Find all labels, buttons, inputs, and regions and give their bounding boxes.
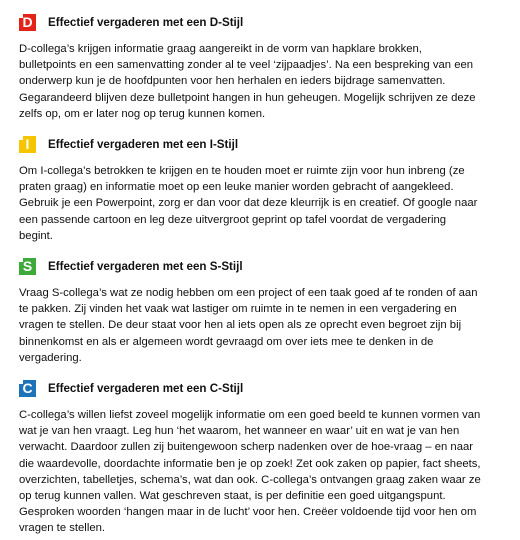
section-d-style	[19, 12, 511, 122]
paragraph-line: zelfs op, om er later nog op terug kunnen komen.	[19, 107, 266, 120]
paragraph-line: onderwerp kun je de hoofdpunten voor hen herhalen en ieders bijdrage samenvatten.	[19, 75, 446, 88]
i-style-icon-letter: I	[25, 136, 30, 152]
s-style-icon	[19, 258, 36, 275]
section-heading	[19, 134, 511, 154]
paragraph-line: overzichten, tabelletjes, schema’s, wat dan ook. C-collega’s ontvangen graag zaken waar ze	[19, 473, 481, 486]
c-style-icon	[19, 380, 36, 397]
s-style-icon-letter: S	[22, 258, 33, 274]
paragraph-line: Vraag S-collega’s wat ze nodig hebben om een project of een taak goed af te ronden of aan	[19, 287, 478, 299]
paragraph-line: begint.	[19, 229, 53, 242]
paragraph-line: Om I-collega’s betrokken te krijgen en te houden moet er ruimte zijn voor hun inbreng (ze	[19, 165, 465, 177]
paragraph-line: een passende cartoon en leg deze uitvergroot geprint op tafel voordat de vergadering	[19, 213, 447, 226]
paragraph-line: wat je van hen vraagt. Leg hun ‘het waarom, het wanneer en waar’ uit en wat je van hen	[19, 425, 460, 438]
heading-i-style: Effectief vergaderen met een I-Stijl	[48, 137, 239, 151]
heading-d-style: Effectief vergaderen met een D-Stijl	[48, 15, 244, 29]
section-i-style	[19, 134, 511, 244]
section-heading	[19, 378, 511, 398]
c-style-icon-letter: C	[22, 380, 33, 396]
paragraph-line: C-collega’s willen liefst zoveel mogelijk informatie om een goed beeld te kunnen vormen van	[19, 409, 481, 421]
paragraph-line: vergadering.	[19, 351, 82, 364]
section-heading	[19, 12, 511, 32]
d-style-icon-letter: D	[22, 14, 33, 30]
paragraph-line: vragen te stellen.	[19, 522, 106, 535]
paragraph-line: op terug kunnen vallen. Wat geschreven staat, is per definitie een goed uitgangspunt.	[19, 490, 446, 503]
section-s-style	[19, 256, 511, 366]
paragraph-line: die waardevolle, doordachte informatie ben je op zoek! Zet ook zaken op papier, fact sheets,	[19, 457, 481, 470]
paragraph-d-style	[19, 41, 511, 122]
paragraph-line: praten graag) en informatie moet op een leuke manier worden gebracht of aangekleed.	[19, 181, 454, 194]
d-style-icon	[19, 14, 36, 31]
section-heading	[19, 256, 511, 276]
heading-s-style: Effectief vergaderen met een S-Stijl	[48, 259, 243, 273]
paragraph-i-style	[19, 163, 511, 244]
section-c-style	[19, 378, 511, 537]
paragraph-line: D-collega’s krijgen informatie graag aangereikt in de vorm van hapklare brokken,	[19, 43, 422, 55]
paragraph-line: Gebruik je een Powerpoint, zorg er dan voor dat deze kleurrijk is en creatief. Of google naar	[19, 197, 478, 210]
paragraph-line: binnenkomst en als er algemeen wordt gevraagd om over iets mee te denken in de	[19, 335, 434, 348]
paragraph-line: Gesproken woorden ‘hangen maar in de lucht’ voor hen. Creëer voldoende tijd voor hen om	[19, 506, 477, 519]
paragraph-line: verwacht. Daardoor zullen zij buitengewoon scherp nadenken over de hoe-vraag – en naar	[19, 441, 474, 454]
paragraph-line: Gegarandeerd blijven deze bulletpoint hangen in hun geheugen. Mogelijk schrijven ze deze	[19, 91, 476, 104]
paragraph-c-style	[19, 407, 511, 537]
heading-c-style: Effectief vergaderen met een C-Stijl	[48, 381, 244, 395]
paragraph-line: vragen te stellen. De deur staat voor hen al iets open als ze oprecht even begroet zijn bij	[19, 319, 462, 332]
paragraph-line: bulletpoints en een samenvatting zonder al te veel ‘zijpaadjes’. Na een bespreking van een	[19, 59, 474, 72]
i-style-icon	[19, 136, 36, 153]
paragraph-line: te pakken. Zij vinden het vaak wat lastiger om ruimte in te nemen in een vergadering en	[19, 303, 457, 316]
paragraph-s-style	[19, 285, 511, 366]
